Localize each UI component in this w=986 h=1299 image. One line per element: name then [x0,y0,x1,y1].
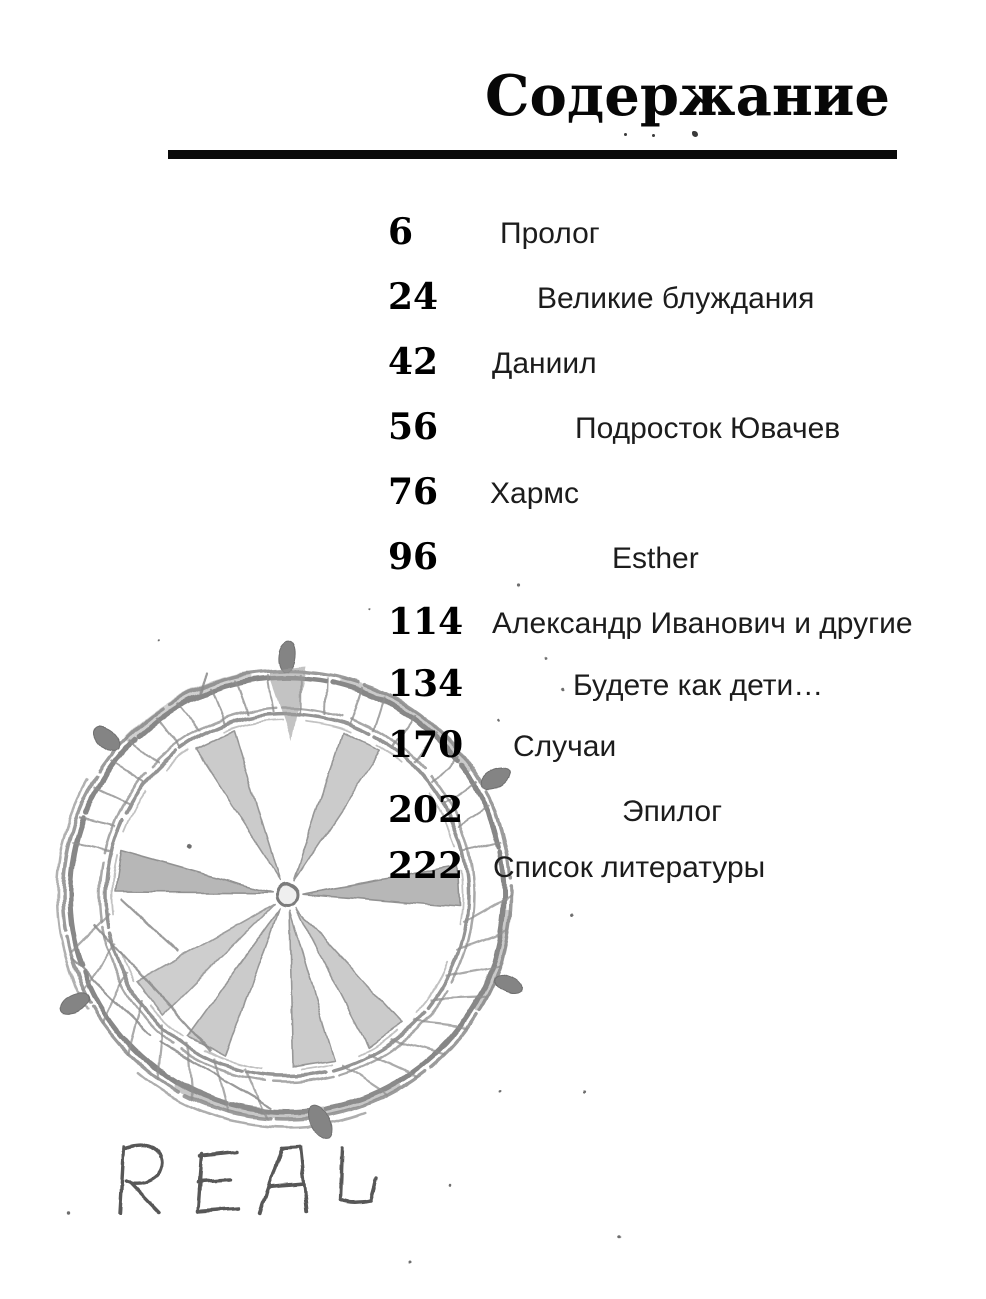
toc-entry-title: Esther [612,542,699,575]
toc-page-number: 222 [388,845,464,887]
letter-L [341,1148,376,1203]
letter-R [120,1146,163,1213]
toc-entry [0,470,986,514]
toc-page-number: 76 [388,471,439,513]
toc-entry-title: Пролог [500,217,600,250]
toc-entry [0,340,986,384]
toc-entry [0,405,986,449]
toc-entry-title: Александр Иванович и другие [492,607,913,640]
toc-entry [0,210,986,254]
toc-entry-title: Хармс [490,477,580,510]
toc-page-number: 24 [388,276,439,318]
toc-entry-title: Подросток Ювачев [575,412,841,445]
letter-E [198,1152,238,1211]
page-title: Содержание [484,63,890,129]
title-rule [168,150,897,159]
toc-page-number: 134 [388,663,464,705]
toc-entry-title: Будете как дети… [573,669,824,702]
real-inscription [120,1146,376,1213]
toc-entry [0,788,986,832]
pencil-speck [624,133,627,136]
letter-A [260,1147,307,1213]
toc-page-number: 96 [388,536,439,578]
toc-page-number: 114 [388,601,464,643]
toc-entry-title: Великие блуждания [537,282,815,315]
toc-entry [0,600,986,644]
toc-page-number: 56 [388,406,439,448]
toc-page-number: 42 [388,341,439,383]
toc-entry [0,844,986,888]
toc-page-number: 170 [388,724,464,766]
toc-entry [0,662,986,706]
toc-page-number: 202 [388,789,464,831]
toc-page-number: 6 [388,211,414,253]
toc-entry [0,723,986,767]
toc-entry [0,275,986,319]
toc-entry [0,535,986,579]
toc-entry-title: Случаи [513,730,617,763]
pencil-speck [692,131,698,137]
toc-entry-title: Даниил [492,347,597,380]
pencil-speck [652,134,655,137]
toc-entry-title: Эпилог [622,795,723,828]
toc-entry-title: Список литературы [493,851,766,884]
